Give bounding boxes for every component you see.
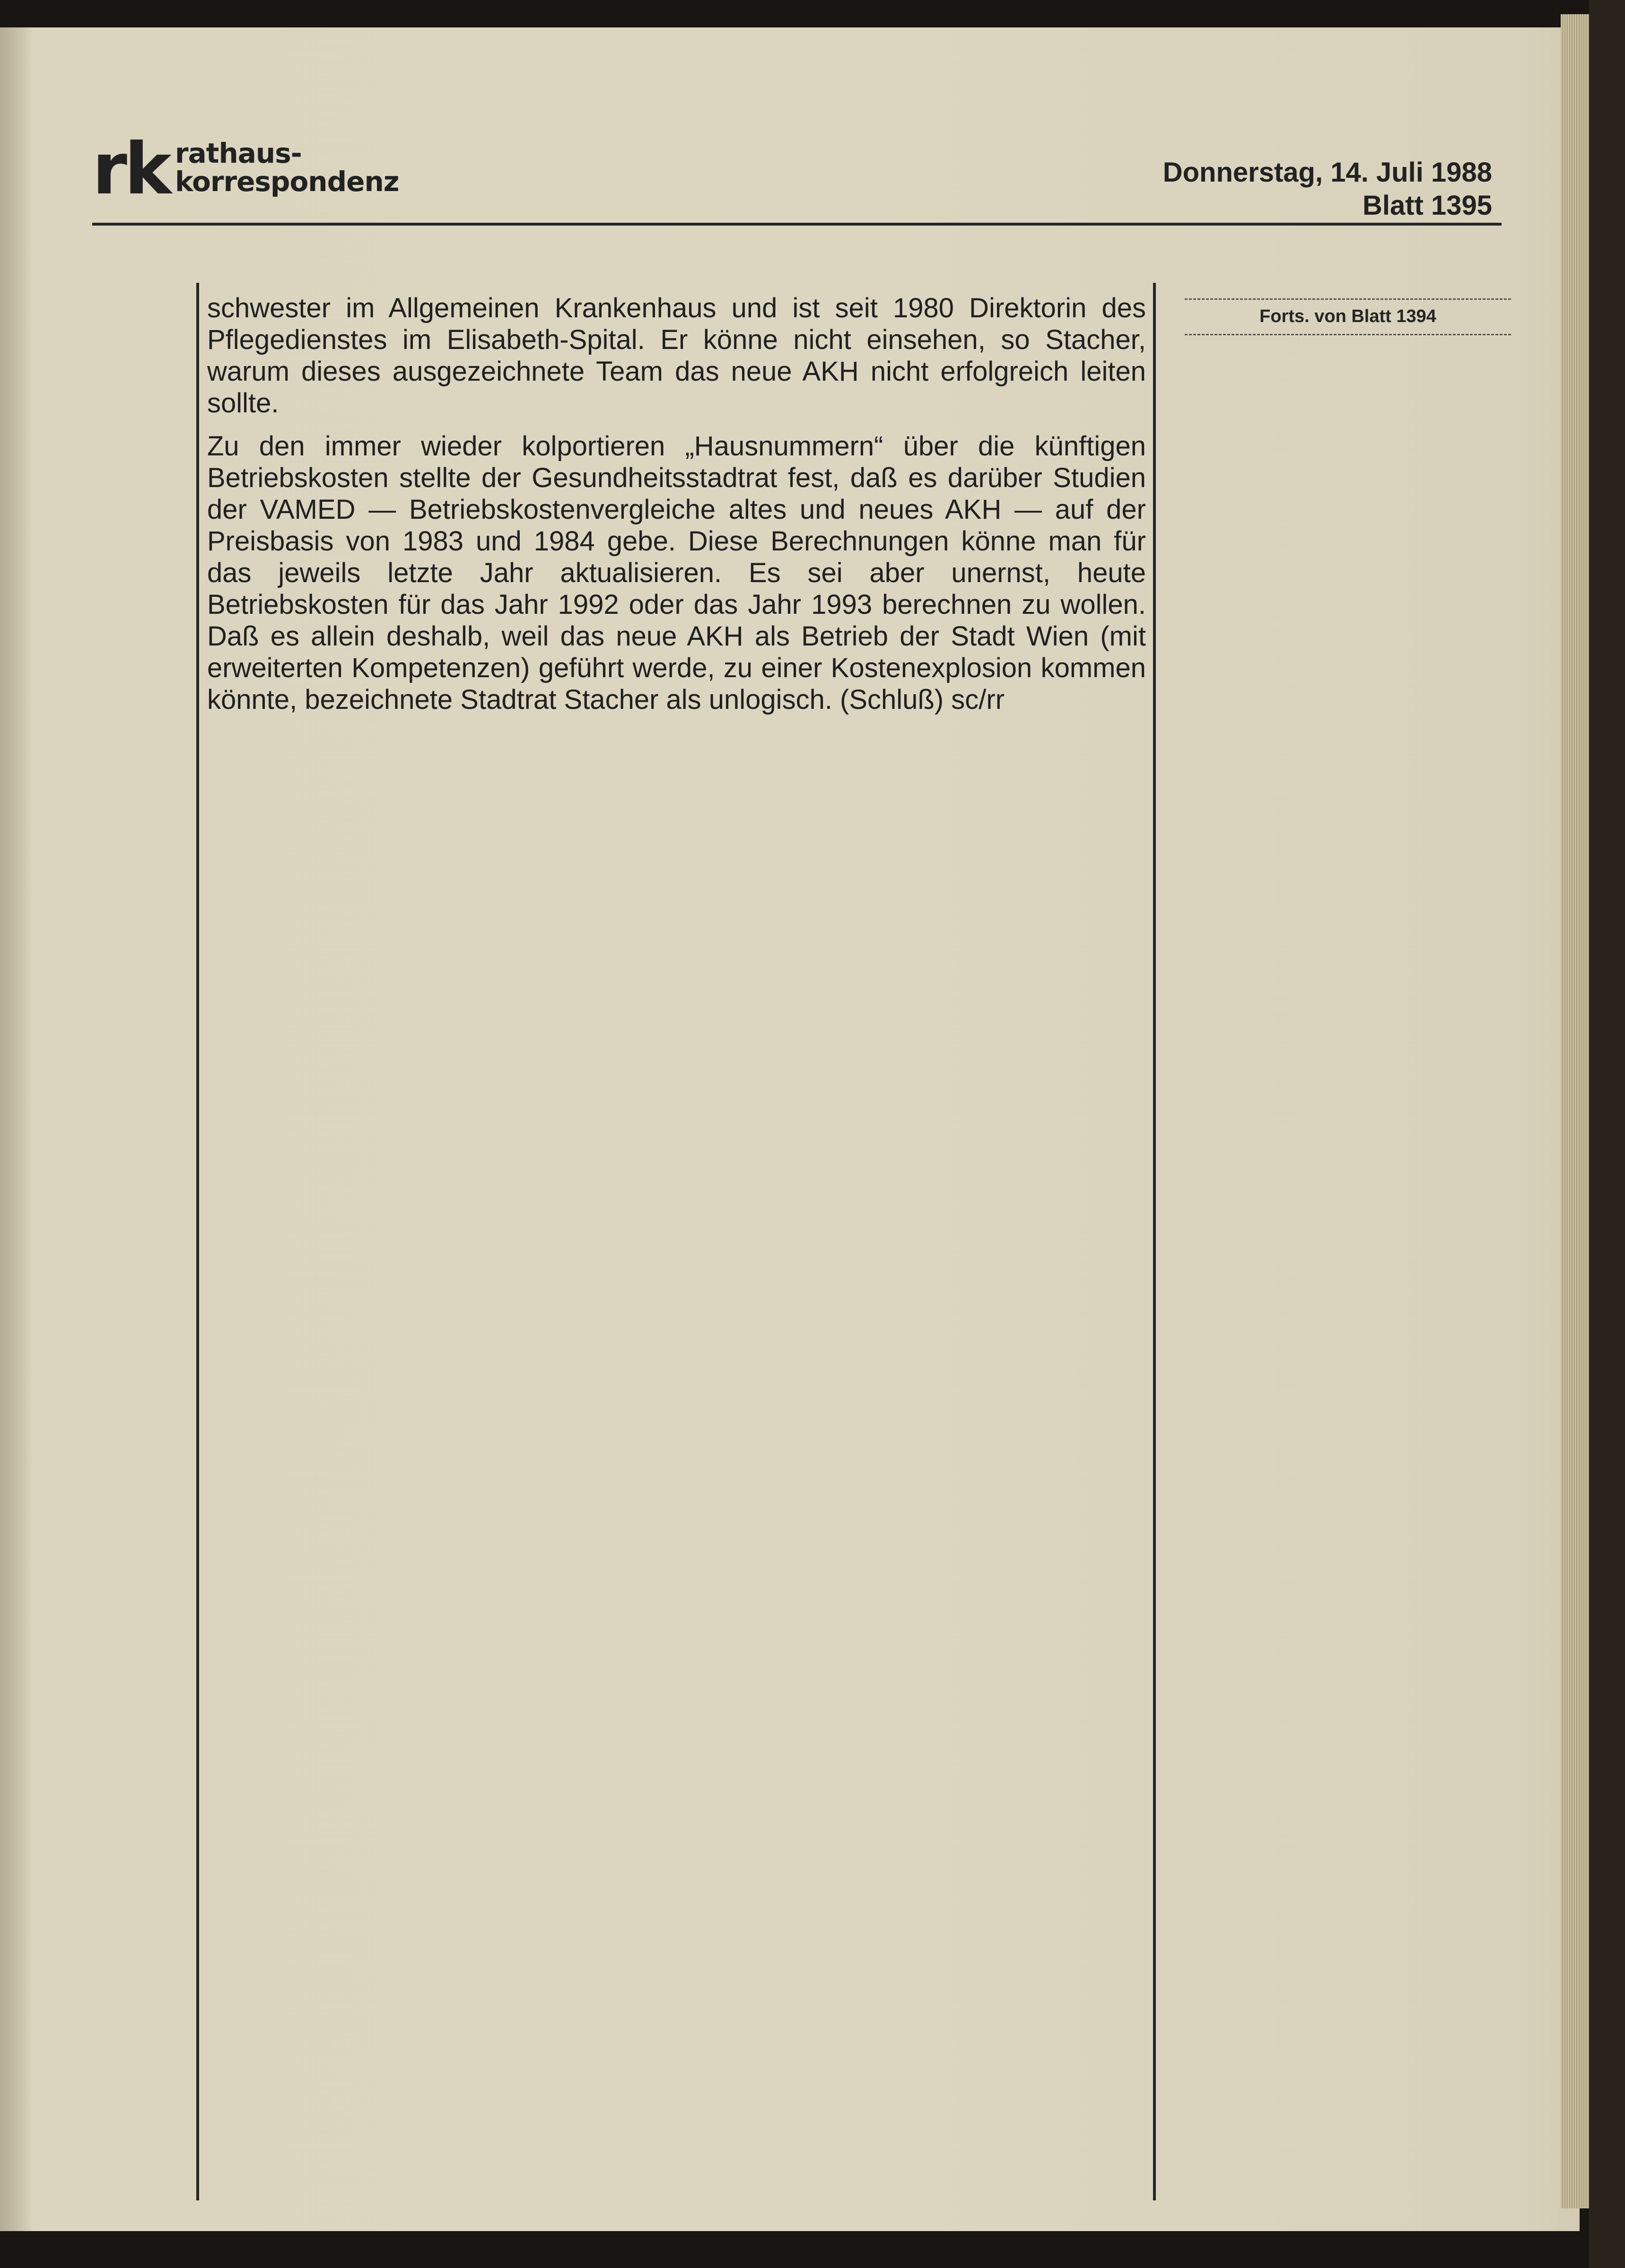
book-cover-edge bbox=[1589, 0, 1625, 2268]
page-edges bbox=[1561, 14, 1589, 2208]
continuation-note bbox=[1185, 298, 1511, 335]
rk-logo-mark: rk bbox=[92, 128, 169, 210]
column-rule-left bbox=[196, 283, 199, 2200]
binding-shadow bbox=[0, 27, 33, 2231]
article-body bbox=[207, 292, 1146, 727]
paragraph-2: Zu den immer wieder kolportieren „Hausnummern“ über die künftigen Betriebskosten stellte der Gesundheitsstadtrat fest, daß es darüber Studien der VAMED — Betriebskostenvergleiche altes und neues AKH — auf der Preisbasis von 1983 und 1984 gebe. Diese Berechnungen könne man für das jeweils letzte Jahr aktualisieren. Es sei aber unernst, heute Betriebskosten für das Jahr 1992 oder das Jahr 1993 berechnen zu wollen. Daß es allein deshalb, weil das neue AKH als Betrieb der Stadt Wien (mit erweiterten Kompetenzen) geführt werde, zu einer Kostenexplosion kommen könnte, bezeichnete Stadtrat Stacher als unlogisch. (Schluß) sc/rr bbox=[207, 431, 1146, 715]
issue-date: Donnerstag, 14. Juli 1988 bbox=[1162, 157, 1492, 188]
paragraph-1: schwester im Allgemeinen Krankenhaus und ist seit 1980 Direktorin des Pflegedienstes im Elisabeth-Spital. Er könne nicht einsehen, so Stacher, warum dieses ausgezeichnete Team das neue AKH nicht erfolgreich leiten sollte. bbox=[207, 293, 1146, 419]
continuation-note-text: Forts. von Blatt 1394 bbox=[1259, 306, 1436, 326]
sheet-number: Blatt 1395 bbox=[1362, 190, 1492, 221]
paper-sheet bbox=[0, 27, 1580, 2231]
column-rule-right bbox=[1153, 283, 1156, 2200]
masthead bbox=[92, 115, 1502, 228]
logo-text-line-2: korrespondenz bbox=[175, 166, 399, 198]
logo-text-line-1: rathaus- bbox=[175, 137, 302, 169]
header-rule bbox=[92, 223, 1502, 226]
